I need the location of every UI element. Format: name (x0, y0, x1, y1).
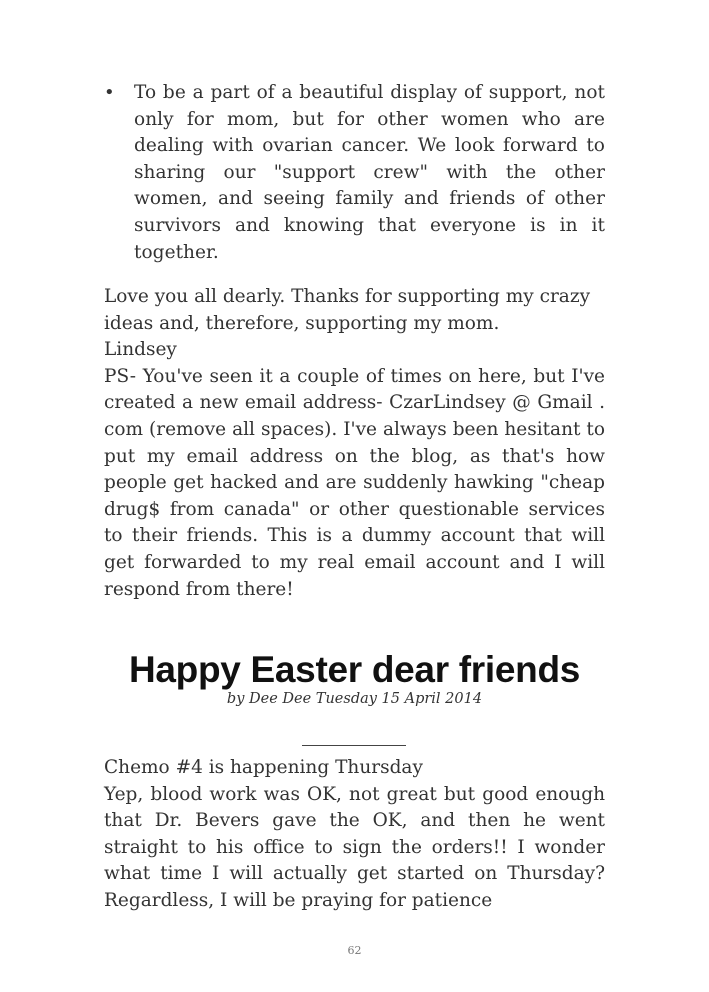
divider (302, 745, 406, 746)
signature: Lindsey (104, 339, 177, 361)
closing-section (104, 284, 605, 603)
post-body: Yep, blood work was OK, not great but good enough that Dr. Bevers gave the OK, and then he went straight to his office to sign the orders!! I wonder what time I will actually get started on Thursday?Regardless, I will be praying for patience (104, 783, 605, 911)
bullet-text: To be a part of a beautiful display of support, not only for mom, but for other women who are dealing with ovarian cancer. We look forward to sharing our "support crew" with the other women, and seeing family and friends of other survivors and knowing that everyone is in it together. (134, 82, 605, 263)
page-number: 62 (347, 944, 362, 957)
post-title: Happy Easter dear friends (128, 649, 581, 690)
bullet-marker: • (104, 82, 115, 103)
closing-line: Love you all dearly. Thanks for supporting my crazy ideas and, therefore, supporting my mom. (104, 286, 591, 334)
bullet-list-item (104, 80, 605, 266)
post-byline: by Dee Dee Tuesday 15 April 2014 (226, 691, 483, 707)
post-content (104, 755, 605, 915)
post-subheading: Chemo #4 is happening Thursday (104, 757, 423, 778)
ps-paragraph: PS- You've seen it a couple of times on here, but I've created a new email address- CzarLindsey @ Gmail . com (remove all spaces). I've always been hesitant to put my email address on the blog, as that's how people get hacked and are suddenly hawking "cheap drug$ from canada" or other questionable services to their friends. This is a dummy account that will get forwarded to my real email account and I will respond from there! (104, 365, 605, 600)
